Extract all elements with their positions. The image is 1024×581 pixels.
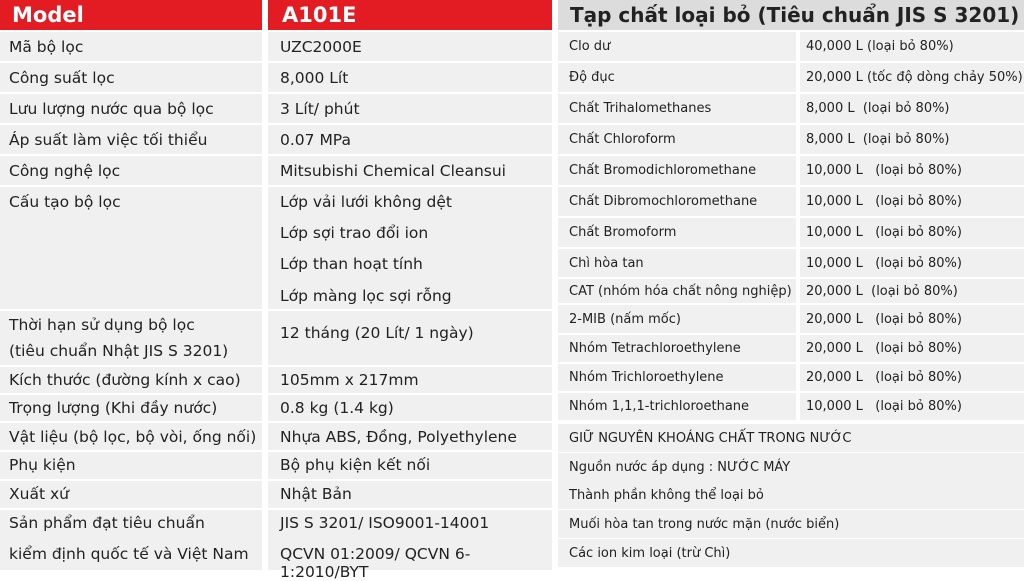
contaminant-row bbox=[558, 279, 1024, 303]
spec-row bbox=[0, 311, 552, 341]
spec-value: Lớp sợi trao đổi ion bbox=[280, 224, 429, 242]
spec-row bbox=[0, 249, 552, 278]
spec-label: (tiêu chuẩn Nhật JIS S 3201) bbox=[9, 342, 229, 360]
spec-label: Mã bộ lọc bbox=[9, 38, 84, 56]
contaminant-capacity: 20,000 L (loại bỏ 80%) bbox=[806, 312, 962, 327]
note-row bbox=[558, 424, 1024, 452]
contaminant-capacity: 40,000 L (loại bỏ 80%) bbox=[806, 39, 954, 54]
contaminant-row bbox=[558, 63, 1024, 92]
contaminant-row bbox=[558, 364, 1024, 391]
contaminant-capacity: 10,000 L (loại bỏ 80%) bbox=[806, 399, 962, 414]
spec-row bbox=[0, 94, 552, 123]
contaminant-name: Độ đục bbox=[569, 70, 615, 85]
spec-row bbox=[0, 218, 552, 247]
contaminant-capacity: 10,000 L (loại bỏ 80%) bbox=[806, 256, 962, 271]
contaminant-row bbox=[558, 187, 1024, 216]
spec-value: Lớp vải lưới không dệt bbox=[280, 193, 452, 211]
spec-value: QCVN 01:2009/ QCVN 6-1:2010/BYT bbox=[280, 545, 471, 581]
contaminant-row bbox=[558, 32, 1024, 61]
note-row bbox=[558, 481, 1024, 509]
spec-value: Nhựa ABS, Đồng, Polyethylene bbox=[280, 428, 517, 446]
contaminant-capacity: 20,000 L (loại bỏ 80%) bbox=[806, 284, 958, 299]
note-row bbox=[558, 539, 1024, 567]
spec-row bbox=[0, 452, 552, 479]
note-text: GIỮ NGUYÊN KHOÁNG CHẤT TRONG NƯỚC bbox=[569, 431, 852, 446]
spec-row bbox=[0, 32, 552, 61]
note-row bbox=[558, 510, 1024, 538]
spec-label: Xuất xứ bbox=[9, 485, 69, 503]
spec-value: 8,000 Lít bbox=[280, 69, 349, 87]
contaminant-name: Nhóm Trichloroethylene bbox=[569, 370, 724, 385]
contaminant-name: Chất Trihalomethanes bbox=[569, 101, 712, 116]
spec-label: Áp suất làm việc tối thiểu bbox=[9, 131, 208, 149]
spec-value: JIS S 3201/ ISO9001-14001 bbox=[280, 514, 490, 532]
contaminant-name: Chì hòa tan bbox=[569, 256, 644, 271]
spec-value: Bộ phụ kiện kết nối bbox=[280, 456, 431, 474]
spec-label: Kích thước (đường kính x cao) bbox=[9, 371, 241, 389]
contaminant-capacity: 20,000 L (tốc độ dòng chảy 50%) bbox=[806, 70, 1023, 85]
contaminant-row bbox=[558, 305, 1024, 333]
spec-value: UZC2000E bbox=[280, 38, 362, 56]
contaminant-row bbox=[558, 393, 1024, 420]
spec-label: Cấu tạo bộ lọc bbox=[9, 193, 121, 211]
spec-row bbox=[0, 156, 552, 185]
contaminant-table bbox=[558, 0, 1024, 570]
spec-row bbox=[0, 341, 552, 365]
spec-value: Nhật Bản bbox=[280, 485, 352, 503]
contaminant-name: Nhóm Tetrachloroethylene bbox=[569, 341, 741, 356]
contaminant-name: Chất Bromodichloromethane bbox=[569, 163, 757, 178]
spec-row bbox=[0, 63, 552, 92]
spec-value: 0.8 kg (1.4 kg) bbox=[280, 399, 394, 417]
contaminant-row bbox=[558, 335, 1024, 362]
spec-row bbox=[0, 481, 552, 508]
contaminant-capacity: 10,000 L (loại bỏ 80%) bbox=[806, 163, 962, 178]
spec-label: Phụ kiện bbox=[9, 456, 76, 474]
contaminant-name: Chất Bromoform bbox=[569, 225, 677, 240]
contaminant-title: Tạp chất loại bỏ (Tiêu chuẩn JIS S 3201) bbox=[558, 0, 1024, 30]
contaminant-row bbox=[558, 125, 1024, 154]
model-label-header: Model bbox=[0, 0, 262, 30]
note-text: Muối hòa tan trong nước mặn (nước biển) bbox=[569, 517, 840, 532]
contaminant-capacity: 8,000 L (loại bỏ 80%) bbox=[806, 132, 950, 147]
spec-row bbox=[0, 423, 552, 450]
spec-label: Thời hạn sử dụng bộ lọc bbox=[9, 316, 195, 334]
spec-value: 105mm x 217mm bbox=[280, 371, 419, 389]
spec-value: 12 tháng (20 Lít/ 1 ngày) bbox=[280, 324, 474, 342]
contaminant-name: CAT (nhóm hóa chất nông nghiệp) bbox=[569, 284, 792, 299]
spec-label: Lưu lượng nước qua bộ lọc bbox=[9, 100, 214, 118]
contaminant-row bbox=[558, 218, 1024, 247]
contaminant-capacity: 10,000 L (loại bỏ 80%) bbox=[806, 194, 962, 209]
spec-row bbox=[0, 125, 552, 154]
spec-label: Trọng lượng (Khi đầy nước) bbox=[9, 399, 218, 417]
contaminant-capacity: 20,000 L (loại bỏ 80%) bbox=[806, 341, 962, 356]
contaminant-row bbox=[558, 249, 1024, 277]
contaminant-name: Clo dư bbox=[569, 39, 611, 54]
spec-row bbox=[0, 540, 552, 581]
spec-row bbox=[0, 367, 552, 393]
spec-label: Công nghệ lọc bbox=[9, 162, 121, 180]
spec-label: kiểm định quốc tế và Việt Nam bbox=[9, 545, 249, 563]
contaminant-name: Chất Dibromochloromethane bbox=[569, 194, 758, 209]
contaminant-capacity: 20,000 L (loại bỏ 80%) bbox=[806, 370, 962, 385]
contaminant-name: Nhóm 1,1,1-trichloroethane bbox=[569, 399, 750, 414]
spec-value: 0.07 MPa bbox=[280, 131, 351, 149]
note-text: Nguồn nước áp dụng : NƯỚC MÁY bbox=[569, 460, 791, 475]
model-value-header: A101E bbox=[268, 0, 552, 30]
spec-value: Lớp than hoạt tính bbox=[280, 255, 423, 273]
spec-value: 3 Lít/ phút bbox=[280, 100, 360, 118]
spec-value: Lớp màng lọc sợi rỗng bbox=[280, 287, 452, 305]
spec-value: Mitsubishi Chemical Cleansui bbox=[280, 162, 506, 180]
contaminant-row bbox=[558, 156, 1024, 185]
contaminant-capacity: 10,000 L (loại bỏ 80%) bbox=[806, 225, 962, 240]
contaminant-name: 2-MIB (nấm mốc) bbox=[569, 312, 681, 327]
note-text: Thành phần không thể loại bỏ bbox=[569, 488, 764, 503]
contaminant-capacity: 8,000 L (loại bỏ 80%) bbox=[806, 101, 950, 116]
note-text: Các ion kim loại (trừ Chì) bbox=[569, 546, 731, 561]
contaminant-name: Chất Chloroform bbox=[569, 132, 676, 147]
spec-row bbox=[0, 395, 552, 421]
contaminant-row bbox=[558, 94, 1024, 123]
spec-label: Sản phẩm đạt tiêu chuẩn bbox=[9, 514, 205, 532]
spec-row bbox=[0, 510, 552, 539]
spec-row bbox=[0, 187, 552, 216]
spec-row bbox=[0, 280, 552, 309]
note-row bbox=[558, 453, 1024, 481]
spec-label: Công suất lọc bbox=[9, 69, 115, 87]
spec-label: Vật liệu (bộ lọc, bộ vòi, ống nối) bbox=[9, 428, 257, 446]
